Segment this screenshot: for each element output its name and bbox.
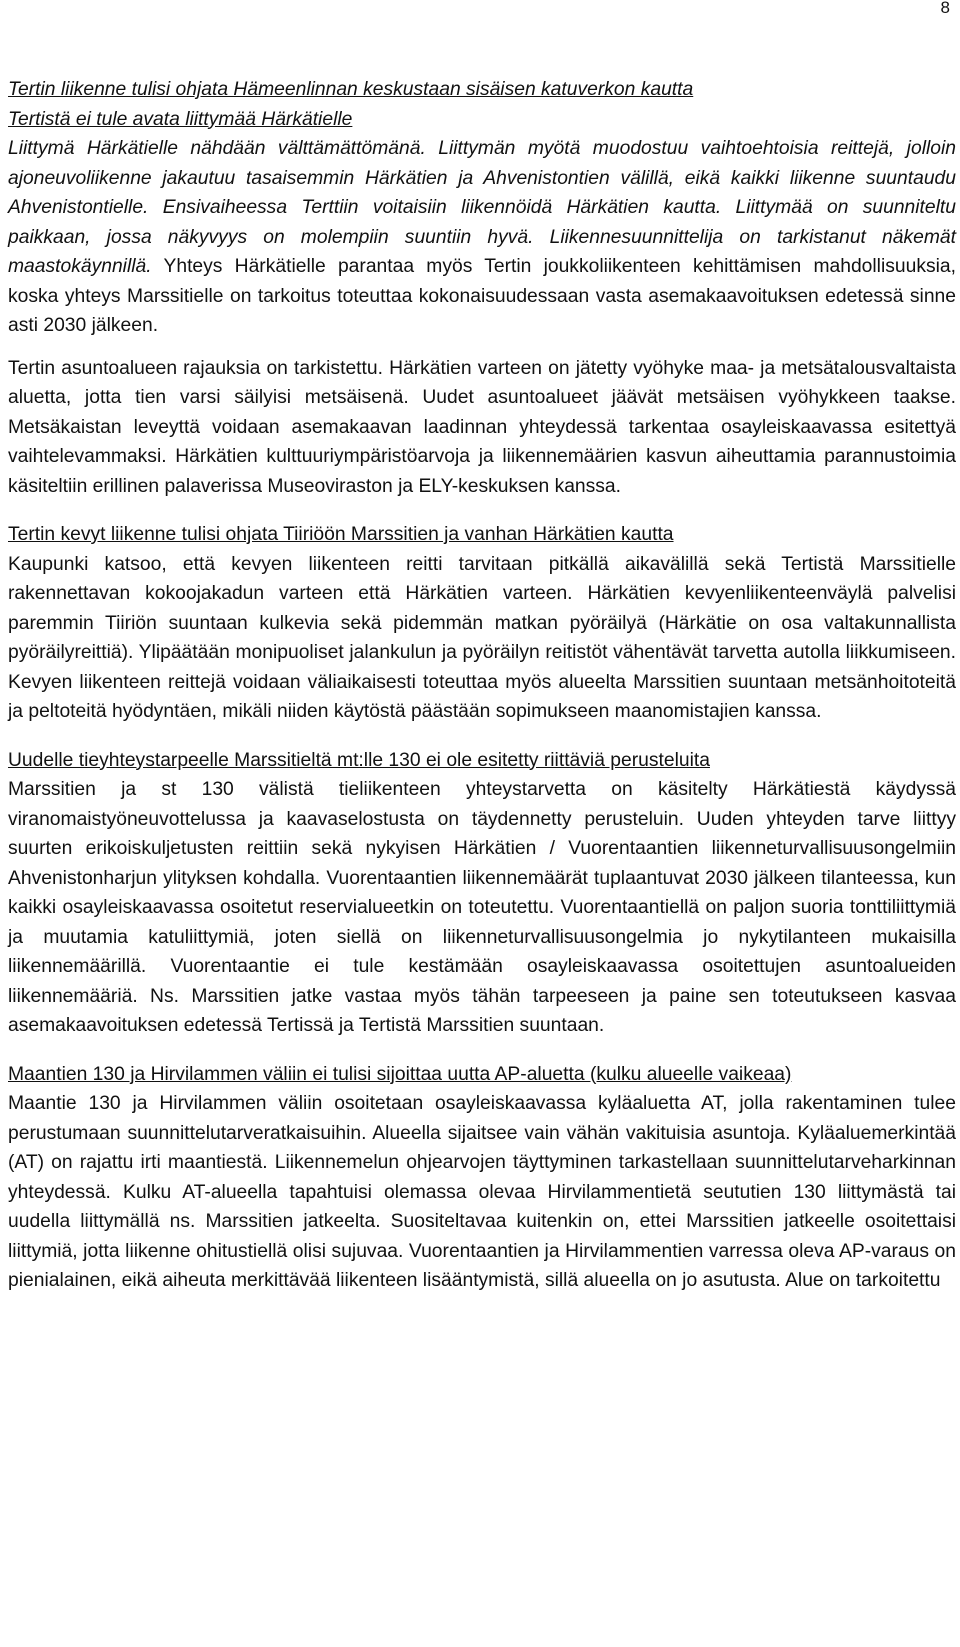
paragraph-asuntoalueen-rajaukset: Tertin asuntoalueen rajauksia on tarkistettu. Härkätien varteen on jätetty vyöhyke maa- ja metsätalousvaltaista aluetta, jotta tien varsi säilyisi metsäisenä. Uudet asuntoalueet jäävät metsäisen vyöhykkeen taakse. Metsäkaistan leveyttä voidaan asemakaavan laadinnan yhteydessä tarkentaa osayleiskaavassa esitettyä vaihtelevammaksi. Härkätien kulttuuriympäristöarvoja ja liikennemäärien kasvun aiheuttamia parannustoimia käsiteltiin erillinen palaverissa Museoviraston ja ELY-keskuksen kanssa. <box>8 357 956 497</box>
page-number: 8 <box>940 0 950 17</box>
heading-tieyhteystarve: Uudelle tieyhteystarpeelle Marssitieltä mt:lle 130 ei ole esitetty riittäviä perusteluita <box>8 749 710 771</box>
paragraph-normal-part: Yhteys Härkätielle parantaa myös Tertin joukkoliikenteen kehittämisen mahdollisuuksia, koska yhteys Marssitielle on tarkoitus toteuttaa kokonaisuudessaan vasta asemakaavoituksen edetessä sinne asti 2030 jälkeen. <box>8 256 956 336</box>
heading-tertista-ei-liittymaa: Tertistä ei tule avata liittymää Härkätielle <box>8 108 353 130</box>
paragraph-italic-part: Liittymä Härkätielle nähdään välttämättömänä. Liittymän myötä muodostuu vaihtoehtoisia reittejä, jolloin ajoneuvoliikenne jakautuu tasaisemmin Härkätien ja Ahvenistontien välillä, eikä kaikki liikenne suuntaudu Ahvenistontielle. Ensivaiheessa Terttiin voitaisiin liikennöidä Härkätien kautta. Liittymää on suunniteltu paikkaan, jossa näkyvyys on molempiin suuntiin hyvä. Liikennesuunnittelija on tarkistanut näkemät maastokäynnillä. <box>8 138 956 277</box>
paragraph-liittyma-harkatielle <box>8 134 956 341</box>
paragraph-ap-alue: Maantie 130 ja Hirvilammen väliin osoitetaan osayleiskaavassa kyläaluetta AT, jolla rakentaminen tulee perustumaan suunnittelutarveratkaisuihin. Alueella sijaitsee vain vähän vakituisia asuntoja. Kyläaluemerkintää (AT) on rajattu irti maantiestä. Liikennemelun ohjearvojen täyttyminen tarkastellaan suunnittelutarveharkinnan yhteydessä. Kulku AT-alueella tapahtuisi olemassa olevaa Hirvilammentietä seututien 130 liittymästä tai uudella liittymällä ns. Marssitien jatkeelta. Suositeltavaa kuitenkin on, ettei Marssitien jatkeelle osoitettaisi liittymiä, jotta liikenne ohitustiellä olisi sujuvaa. Vuorentaantien ja Hirvilammentien varressa oleva AP-varaus on pienialainen, eikä aiheuta merkittävää liikenteen lisääntymistä, sillä alueella on jo asutusta. Alue on tarkoitettu <box>8 1093 956 1291</box>
paragraph-tieyhteystarve: Marssitien ja st 130 välistä tieliikenteen yhteystarvetta on käsitelty Härkätiestä käydyssä viranomaistyöneuvottelussa ja kaavaselostusta on täydennetty perusteluin. Uuden yhteyden tarve liittyy suurten erikoiskuljetusten reittiin sekä nykyisen Härkätien / Vuorentaantien liikenneturvallisuusongelmiin Ahvenistonharjun ylityksen kohdalla. Vuorentaantien liikennemäärät tuplaantuvat 2030 jälkeen tilanteessa, kun kaikki osayleiskaavassa osoitetut reservialueetkin on toteutettu. Vuorentaantiellä on paljon suoria tonttiliittymiä ja muutamia katuliittymiä, joten siellä on liikenneturvallisuusongelmia jo nykytilanteen mukaisilla liikennemäärillä. Vuorentaantie ei tule kestämään osayleiskaavassa osoitettujen asuntoalueiden liikennemääriä. Ns. Marssitien jatke vastaa myös tähän tarpeeseen ja paine sen toteutukseen kasvaa asemakaavoituksen edetessä Tertissä ja Tertistä Marssitien suuntaan. <box>8 779 956 1036</box>
section-tertin-liikenne <box>8 75 956 134</box>
heading-tertin-liikenne: Tertin liikenne tulisi ohjata Hämeenlinnan keskustaan sisäisen katuverkon kautta <box>8 79 694 100</box>
paragraph-kevyt-liikenne: Kaupunki katsoo, että kevyen liikenteen reitti tarvitaan pitkällä aikavälillä sekä Tertistä Marssitielle rakennettavan kokoojakadun varteen että Härkätien varteen. Härkätien kevyenliikenteenväylä palvelisi paremmin Tiiriön suuntaan kulkevia sekä pidemmän matkan pyöräilyä (Härkätie on osa valtakunnallista pyöräilyreittiä). Ylipäätään monipuoliset jalankulun ja pyöräilyn reitistöt vähentävät tarvetta autolla liikkumiseen. Kevyen liikenteen reittejä voidaan väliaikaisesti toteuttaa myös alueelta Marssitien suuntaan metsänhoitoteitä ja peltoteitä hyödyntäen, mikäli niiden käytöstä päästään sopimukseen maanomistajien kanssa. <box>8 553 956 722</box>
document-body <box>8 75 956 1296</box>
heading-kevyt-liikenne: Tertin kevyt liikenne tulisi ohjata Tiiriöön Marssitien ja vanhan Härkätien kautta <box>8 524 674 545</box>
heading-ap-alue: Maantien 130 ja Hirvilammen väliin ei tulisi sijoittaa uutta AP-aluetta (kulku alueelle vaikeaa) <box>8 1063 792 1085</box>
